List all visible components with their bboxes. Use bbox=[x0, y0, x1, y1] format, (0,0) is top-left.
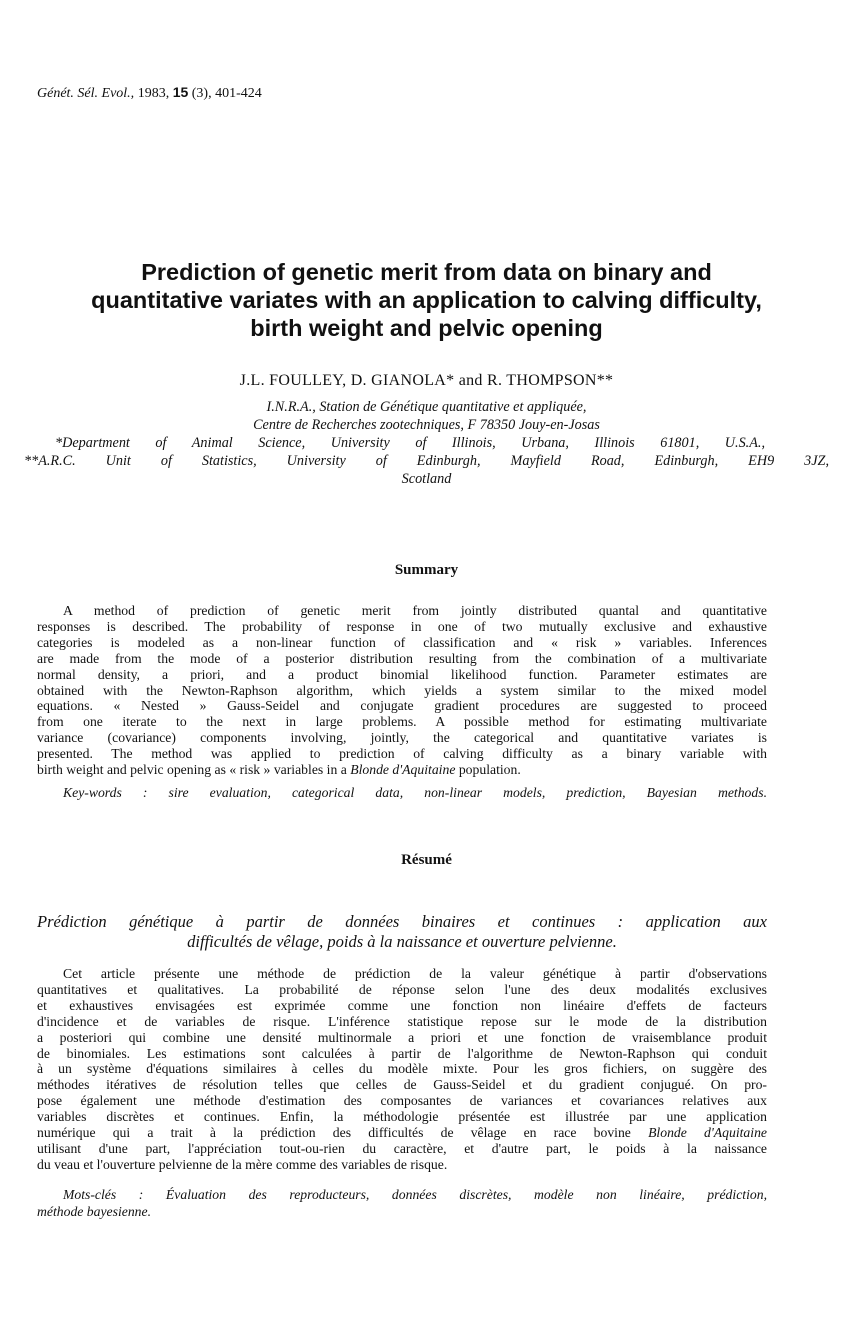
mots-cles-line: Mots-clés : Évaluation des reproducteurs, données discrètes, modèle non linéaire, prédiction, bbox=[63, 1187, 767, 1202]
title-line: quantitative variates with an application to calving difficulty, bbox=[91, 287, 762, 313]
resume-line: quantitatives et qualitatives. La probabilité de réponse selon l'une des deux modalités exclusives bbox=[37, 981, 767, 997]
keywords: Key-words : sire evaluation, categorical data, non-linear models, prediction, Bayesian methods. bbox=[63, 785, 767, 800]
resume-line: méthodes itératives de résolution telles que celles de Gauss-Seidel et du gradient conjugué. On pro- bbox=[37, 1077, 767, 1093]
resume-line: à un système d'équations similaires à celles du modèle mixte. Pour les gros fichiers, on suggère des bbox=[37, 1061, 767, 1077]
authors: J.L. FOULLEY, D. GIANOLA* and R. THOMPSON** bbox=[239, 372, 614, 389]
affiliation-edinburgh: **A.R.C. Unit of Statistics, University of Edinburgh, Mayfield Road, Edinburgh, EH9 3JZ, bbox=[24, 453, 829, 469]
resume-text bbox=[37, 966, 767, 1173]
affiliation-jouy: Centre de Recherches zootechniques, F 78350 Jouy-en-Josas bbox=[253, 417, 600, 433]
journal-issue-pages: (3), 401-424 bbox=[191, 86, 262, 101]
resume-title bbox=[37, 912, 767, 952]
mots-cles-line: méthode bayesienne. bbox=[37, 1203, 152, 1219]
summary-last-end: population. bbox=[455, 762, 521, 778]
summary-line bbox=[37, 762, 767, 778]
resume-line bbox=[37, 1125, 767, 1141]
resume-heading: Résumé bbox=[401, 852, 452, 868]
journal-volume: 15 bbox=[172, 84, 189, 100]
resume-title-line: Prédiction génétique à partir de données binaires et continues : application aux bbox=[37, 912, 767, 931]
resume-line: pose également une méthode d'estimation des composantes de variances et covariances relatives aux bbox=[37, 1093, 767, 1109]
resume-title-line: difficultés de vêlage, poids à la naissance et ouverture pelvienne. bbox=[187, 932, 617, 951]
resume-line: du veau et l'ouverture pelvienne de la mère comme des variables de risque. bbox=[37, 1156, 448, 1172]
summary-line: obtained with the Newton-Raphson algorithm, which yields a system similar to the mixed model bbox=[37, 682, 767, 698]
paper-title bbox=[20, 258, 833, 342]
citation bbox=[37, 84, 262, 102]
summary-last-start: birth weight and pelvic opening as « risk » variables in a bbox=[37, 762, 351, 778]
resume-line11-start: numérique qui a trait à la prédiction des difficultés de vêlage en race bovine bbox=[37, 1125, 649, 1141]
summary-line: from one iterate to the next in large problems. A possible method for estimating multivariate bbox=[37, 714, 767, 730]
resume-line: et exhaustives envisagées est exprimée comme une fonction non linéaire d'effets de facteurs bbox=[37, 997, 767, 1013]
summary-line: normal density, a priori, and a product binomial likelihood function. Parameter estimates are bbox=[37, 666, 767, 682]
affiliation-illinois: *Department of Animal Science, University of Illinois, Urbana, Illinois 61801, U.S.A., bbox=[55, 435, 765, 451]
journal-name: Génét. Sél. Evol., bbox=[37, 86, 135, 101]
breed-name: Blonde d'Aquitaine bbox=[350, 762, 456, 778]
resume-line: Cet article présente une méthode de prédiction de la valeur génétique à partir d'observations bbox=[63, 966, 767, 981]
resume-line: de binomiales. Les estimations sont calculées à partir de l'algorithme de Newton-Raphson qui conduit bbox=[37, 1045, 767, 1061]
summary-line: A method of prediction of genetic merit from jointly distributed quantal and quantitative bbox=[63, 603, 767, 618]
summary-line: categories is modeled as a non-linear function of classification and « risk » variables. Inferences bbox=[37, 634, 767, 650]
summary-line: variance (covariance) components involving, jointly, the categorical and quantitative variates is bbox=[37, 730, 767, 746]
mots-cles bbox=[37, 1187, 767, 1220]
journal-year: 1983, bbox=[137, 86, 170, 101]
summary-text bbox=[37, 603, 767, 778]
summary-line: equations. « Nested » Gauss-Seidel and conjugate gradient procedures are suggested to proceed bbox=[37, 698, 767, 714]
resume-line: a posteriori qui combine une densité multinormale a priori et une fonction de vraisemblance produit bbox=[37, 1029, 767, 1045]
summary-heading: Summary bbox=[394, 562, 459, 578]
affiliation-scotland: Scotland bbox=[401, 471, 452, 487]
title-line: birth weight and pelvic opening bbox=[250, 315, 603, 341]
summary-line: responses is described. The probability of response in one of two mutually exclusive and exhaustive bbox=[37, 618, 767, 634]
resume-line: d'incidence et de variables de risque. L'inférence statistique repose sur le mode de la distribution bbox=[37, 1013, 767, 1029]
resume-line: variables discrètes et continues. Enfin, la méthodologie présentée est illustrée par une application bbox=[37, 1109, 767, 1125]
affiliation-inra: I.N.R.A., Station de Génétique quantitative et appliquée, bbox=[266, 399, 587, 415]
resume-line: utilisant d'une part, l'appréciation tout-ou-rien du caractère, et d'autre part, le poids à la naissance bbox=[37, 1140, 767, 1156]
summary-line: are made from the mode of a posterior distribution resulting from the combination of a multivariate bbox=[37, 650, 767, 666]
summary-line: presented. The method was applied to prediction of calving difficulty as a binary variable with bbox=[37, 746, 767, 762]
title-line: Prediction of genetic merit from data on binary and bbox=[141, 259, 712, 285]
breed-name-fr: Blonde d'Aquitaine bbox=[648, 1125, 767, 1141]
